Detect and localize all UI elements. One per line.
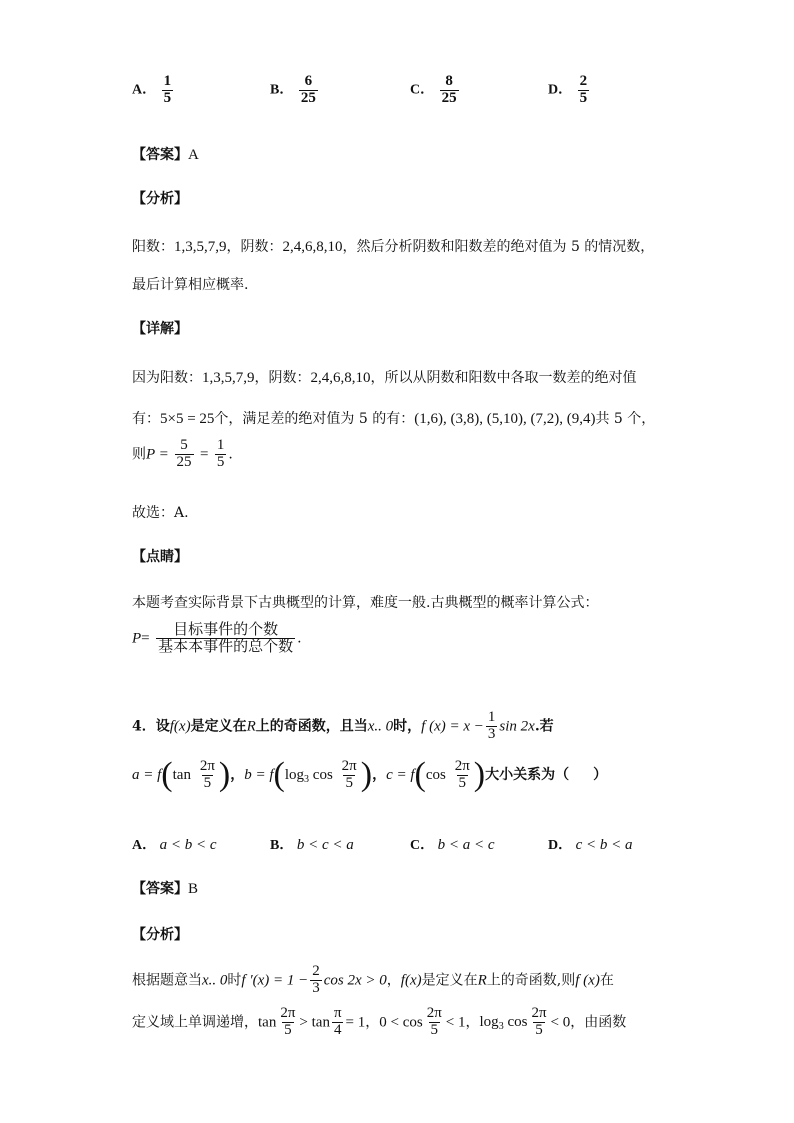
q3-analysis-tag: 【分析】	[132, 191, 188, 207]
q3-detail-line-2: 有：5×5 = 25个，满足差的绝对值为 5 的有：(1,6), (3,8), (5,10), (7,2), (9,4)共 5 个，	[132, 411, 656, 427]
q4-analysis-tag: 【分析】	[132, 927, 188, 943]
answer-value: A	[188, 147, 199, 163]
q3-detail-line-1: 因为阳数：1,3,5,7,9，阴数：2,4,6,8,10，所以从阴数和阳数中各取一数差的绝对值	[132, 370, 637, 386]
q3-answer	[132, 144, 199, 164]
q3-analysis-line-1: 阳数：1,3,5,7,9，阴数：2,4,6,8,10，然后分析阴数和阳数差的绝对值为 5 的情况数，	[132, 239, 655, 255]
option-letter: A．	[132, 82, 157, 98]
q3-choose: 故选：A.	[132, 505, 189, 521]
q4-stem-line-1: 4．设f(x)是定义在R上的奇函数，且当x.. 0时，f (x) = x − $\frac{1}{3}$ sin 2x.若	[132, 709, 554, 742]
q4-option-c: C． b < a < c	[410, 837, 495, 853]
q4-stem-line-2: a = f(tan $\frac{2\pi}{5}$ )，$b = f(\log_3$ cos $\frac{2\pi}{5}$ )，c = f(cos $\frac{2\pi}{5}$ )大小关系为（ ）	[132, 756, 608, 793]
option-letter: B．	[270, 82, 294, 98]
option-letter: C．	[410, 82, 435, 98]
option-fraction: $\frac{2}{5}$	[579, 73, 588, 106]
q3-option-d	[548, 74, 591, 107]
q3-detail-tag: 【详解】	[132, 321, 188, 337]
q4-option-d: D． c < b < a	[548, 837, 633, 853]
q4-analysis-line-1: 根据题意当x.. 0时f ′(x) = 1 − $\frac{2}{3}$ cos 2x > 0，f(x)是定义在R上的奇函数,则f (x)在	[132, 963, 614, 996]
q3-option-b	[270, 74, 320, 107]
q3-formula: P= $\frac{\text{目标事件的个数}}{\text{基本本事件的总个数}}$ .	[132, 620, 302, 655]
option-fraction: $\frac{6}{25}$	[300, 73, 316, 106]
q4-analysis-line-2: 定义域上单调递增，tan $\frac{2\pi}{5}$ > tan $\frac{\pi}{4}$ = 1，0 < cos $\frac{2\pi}{5}$ < 1，$\log_3 \cos$ $\frac{2\pi}{5}$ < 0，由函数	[132, 1005, 627, 1038]
q4-option-a: A． a < b < c	[132, 837, 217, 853]
q3-detail-line-3: 则P = $\frac{5}{25}$ = $\frac{1}{5}$ .	[132, 437, 233, 470]
answer-tag: 【答案】	[132, 147, 188, 163]
option-letter: D．	[548, 82, 573, 98]
q3-analysis-line-2: 最后计算相应概率.	[132, 277, 249, 293]
q4-option-b: B． b < c < a	[270, 837, 354, 853]
q3-option-c	[410, 74, 461, 107]
q3-option-a	[132, 74, 175, 107]
option-fraction: $\frac{8}{25}$	[441, 73, 457, 106]
q3-comment-line-1: 本题考查实际背景下古典概型的计算，难度一般.古典概型的概率计算公式：	[132, 595, 599, 611]
q3-comment-tag: 【点睛】	[132, 549, 188, 565]
q4-answer: 【答案】B	[132, 881, 199, 897]
option-fraction: $\frac{1}{5}$	[163, 73, 172, 106]
